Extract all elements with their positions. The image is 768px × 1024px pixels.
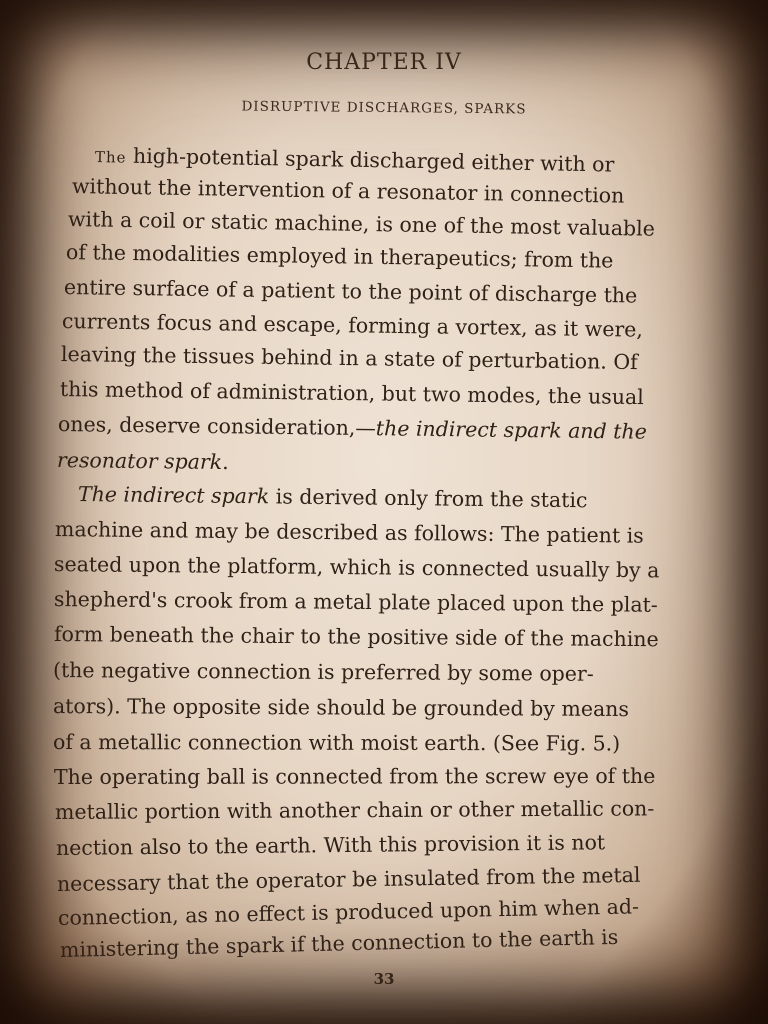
text-line: The high-potential spark discharged either with or <box>94 143 615 177</box>
text-line: nection also to the earth. With this provision it is not <box>55 830 606 860</box>
text-line: entire surface of a patient to the point of discharge the <box>63 275 638 308</box>
text-line: ministering the spark if the connection to the earth is <box>59 924 619 962</box>
text-line: without the intervention of a resonator in connection <box>71 174 625 208</box>
page-number: 33 <box>373 970 395 988</box>
text-line: seated upon the platform, which is connected usually by a <box>53 552 660 583</box>
text-line: currents focus and escape, forming a vortex, as it were, <box>61 309 644 342</box>
text-line: machine and may be described as follows: The patient is <box>54 517 644 548</box>
text-line: The indirect spark is derived only from the static <box>77 482 588 513</box>
text-line: ators). The opposite side should be grounded by means <box>52 694 630 722</box>
text-line: with a coil or static machine, is one of the most valuable <box>67 207 656 241</box>
text-line: resonator spark. <box>56 448 229 475</box>
chapter-heading: CHAPTER IV <box>306 50 462 75</box>
text-line: necessary that the operator be insulated from the metal <box>56 862 641 896</box>
text-line: of a metallic connection with moist earth. (See Fig. 5.) <box>52 730 621 756</box>
text-line: form beneath the chair to the positive side of the machine <box>53 622 659 652</box>
text-line: of the modalities employed in therapeutics; from the <box>65 240 614 273</box>
text-line: leaving the tissues behind in a state of perturbation. Of <box>60 342 638 375</box>
chapter-subtitle: DISRUPTIVE DISCHARGES, SPARKS <box>241 98 527 118</box>
text-line: shepherd's crook from a metal plate placed upon the plat- <box>53 587 658 617</box>
text-line: The operating ball is connected from the screw eye of the <box>53 763 656 789</box>
text-line: this method of administration, but two modes, the usual <box>59 377 644 410</box>
text-line: metallic portion with another chain or other metallic con- <box>54 796 655 824</box>
text-line: ones, deserve consideration,—the indirect spark and the <box>57 412 647 444</box>
text-line: connection, as no effect is produced upon him when ad- <box>57 894 640 930</box>
text-line: (the negative connection is preferred by some oper- <box>52 658 594 686</box>
